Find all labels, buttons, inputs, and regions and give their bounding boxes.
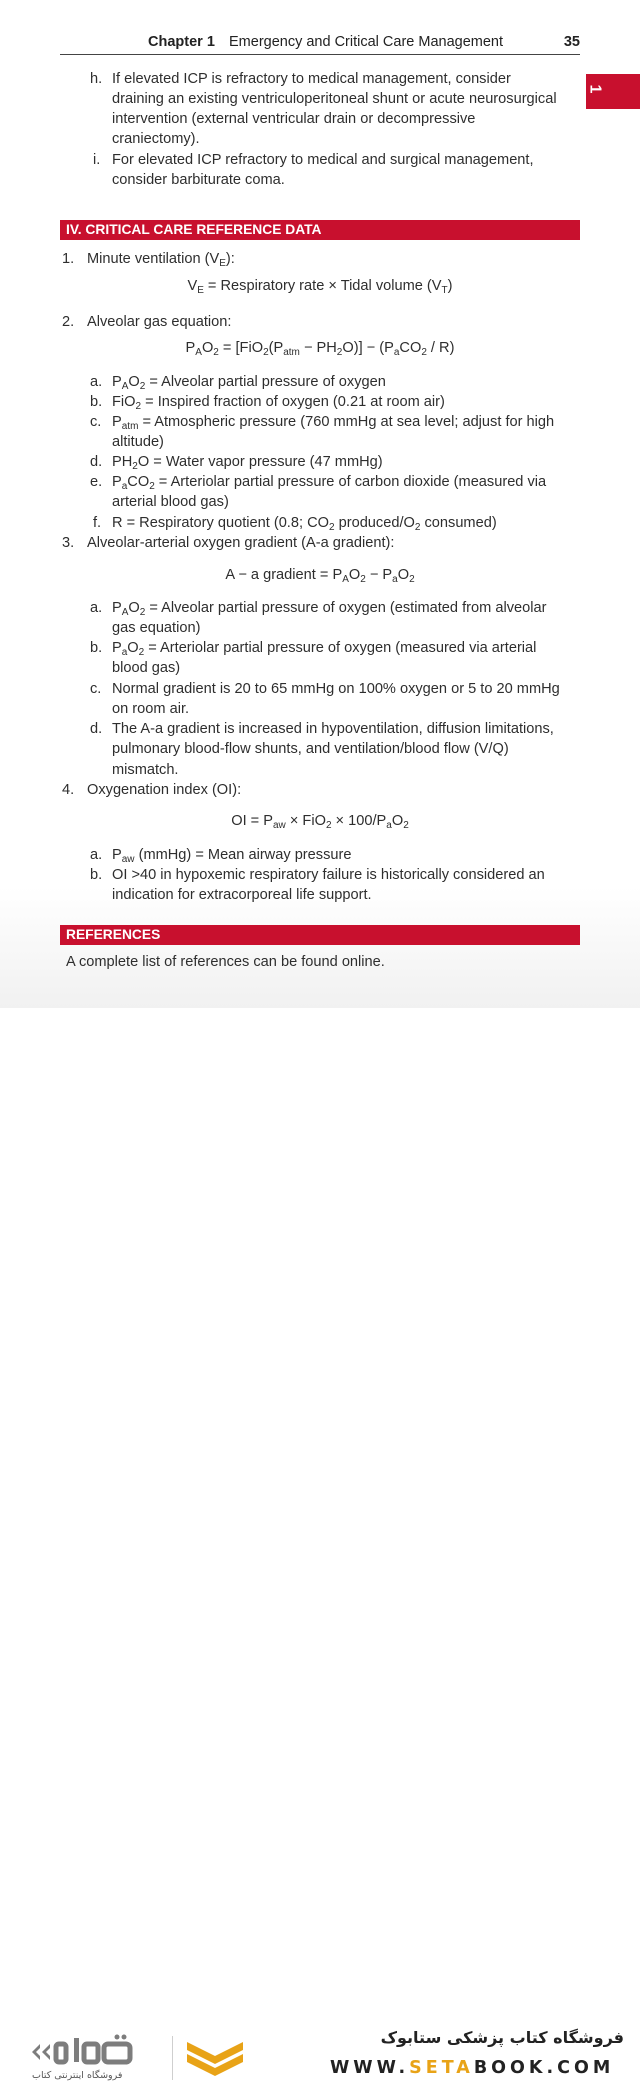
tab-label: 1 <box>586 84 604 94</box>
references-text: A complete list of references can be found online. <box>66 954 385 970</box>
header-chapter: Chapter 1 <box>148 34 215 50</box>
definition-line: Normal gradient is 20 to 65 mmHg on 100% oxygen or 5 to 20 mmHg <box>112 681 560 697</box>
store-url[interactable]: WWW.SETABOOK.COM <box>330 2058 615 2078</box>
definition-line: gas equation) <box>112 620 201 636</box>
list-label: i. <box>93 152 101 168</box>
definition-line: OI >40 in hypoxemic respiratory failure is historically considered an <box>112 867 545 883</box>
definition-line: $P_{atm}$ = Atmospheric pressure (760 mmHg at sea level; adjust for high <box>112 414 555 432</box>
equation-alveolar-gas: $P_AO_2 = [FiO_2(P_{atm} - PH_2O)] - (P_aCO_2 / R)$ <box>185 340 455 358</box>
list-label: a. <box>90 847 103 863</box>
list-item-line: intervention (external ventricular drain or decompressive <box>112 111 476 127</box>
item-title: Alveolar-arterial oxygen gradient (A-a gradient): <box>87 535 395 551</box>
equation-oxygenation-index: OI = $P_{aw} \times FiO_2 \times 100/P_aO_2$ <box>231 813 409 831</box>
header-title: Emergency and Critical Care Management <box>229 34 504 50</box>
definition-line: blood gas) <box>112 660 181 676</box>
list-label: h. <box>90 71 103 87</box>
section-heading-text: IV. CRITICAL CARE REFERENCE DATA <box>66 222 322 237</box>
store-name: فروشگاه کتاب پزشکی ستابوک <box>380 2028 624 2047</box>
definition-line: indication for extracorporeal life support. <box>112 887 372 903</box>
list-item-line: If elevated ICP is refractory to medical management, consider <box>112 71 511 87</box>
definition-line: arterial blood gas) <box>112 494 229 510</box>
logo-subtitle: فروشگاه اینترنتی کتاب <box>32 2070 123 2081</box>
list-label: c. <box>90 414 102 430</box>
item-number: 4. <box>62 782 75 798</box>
definition-line: $P_aO_2$ = Arteriolar partial pressure of oxygen (measured via arterial <box>112 640 537 658</box>
equation-aa-gradient: A − a gradient = $P_AO_2 - P_aO_2$ <box>225 567 415 585</box>
list-label: a. <box>90 600 103 616</box>
definition-line: altitude) <box>112 434 164 450</box>
list-label: e. <box>90 474 103 490</box>
definition-line: $P_{aw}$ (mmHg) = Mean airway pressure <box>112 847 352 865</box>
equation-minute-ventilation: $V_E$ = Respiratory rate × Tidal volume $(V_T)$ <box>187 278 453 296</box>
definition-line: FiO$_2$ = Inspired fraction of oxygen (0.21 at room air) <box>112 394 445 412</box>
definition-line: mismatch. <box>112 762 179 778</box>
list-label: b. <box>90 867 103 883</box>
item-title: Alveolar gas equation: <box>87 314 232 330</box>
definition-line: $P_aCO_2$ = Arteriolar partial pressure of carbon dioxide (measured via <box>112 474 547 492</box>
item-title: Oxygenation index (OI): <box>87 782 242 798</box>
references-heading <box>60 925 580 945</box>
definition-line: $PH_2O$ = Water vapor pressure (47 mmHg) <box>112 454 383 472</box>
item-number: 1. <box>62 251 75 267</box>
list-item-line: craniectomy). <box>112 131 200 147</box>
item-number: 2. <box>62 314 75 330</box>
chapter-thumb-tab <box>586 74 640 109</box>
chevron-logo-icon <box>183 2038 247 2078</box>
list-label: d. <box>90 454 103 470</box>
list-item-line: draining an existing ventriculoperitoneal shunt or acute neurosurgical <box>112 91 557 107</box>
item-number: 3. <box>62 535 75 551</box>
definition-line: on room air. <box>112 701 190 717</box>
list-item-line: For elevated ICP refractory to medical and surgical management, <box>112 152 534 168</box>
footer-divider <box>172 2036 173 2080</box>
section-heading <box>60 220 580 240</box>
book-page <box>0 0 640 1008</box>
definition-line: The A-a gradient is increased in hypoventilation, diffusion limitations, <box>112 721 554 737</box>
item-title: Minute ventilation $(V_E)$: <box>87 251 235 269</box>
list-label: a. <box>90 374 103 390</box>
header-page-number: 35 <box>563 34 580 50</box>
references-heading-text: REFERENCES <box>66 927 161 942</box>
store-footer <box>0 1008 640 2081</box>
list-label: b. <box>90 394 103 410</box>
definition-line: $P_AO_2$ = Alveolar partial pressure of oxygen <box>112 374 386 392</box>
list-label: f. <box>93 515 102 531</box>
definition-line: $P_AO_2$ = Alveolar partial pressure of oxygen (estimated from alveolar <box>112 600 547 618</box>
list-label: c. <box>90 681 102 697</box>
definition-line: pulmonary blood-flow shunts, and ventilation/blood flow (V/Q) <box>112 741 509 757</box>
definition-line: R = Respiratory quotient (0.8; $CO_2$ produced/$O_2$ consumed) <box>112 515 497 533</box>
list-item-line: consider barbiturate coma. <box>112 172 285 188</box>
list-label: b. <box>90 640 103 656</box>
running-header <box>60 34 580 55</box>
list-label: d. <box>90 721 103 737</box>
